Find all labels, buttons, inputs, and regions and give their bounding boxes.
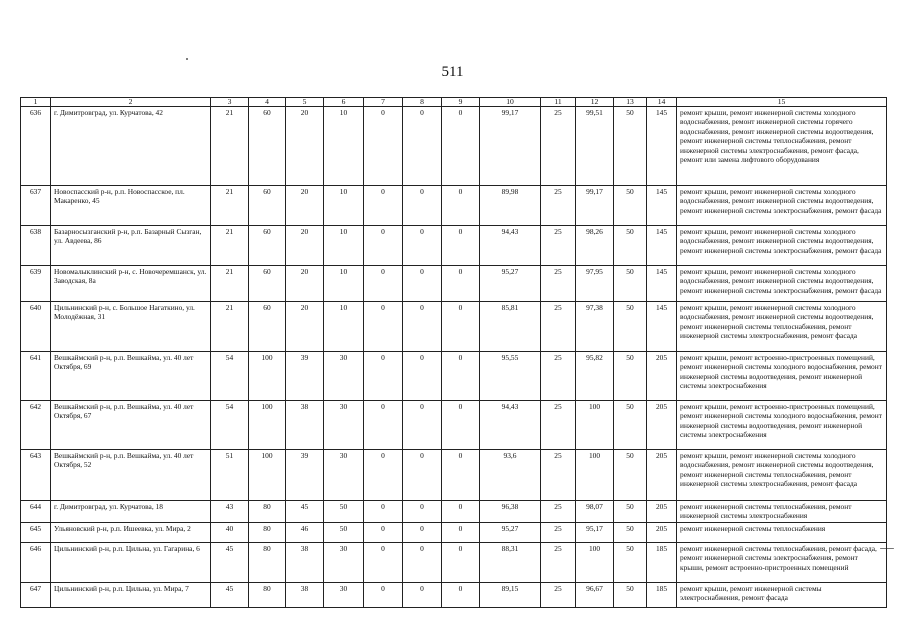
page-number: 511	[441, 64, 464, 80]
col-13: 50	[614, 266, 647, 302]
col-7: 0	[364, 501, 403, 523]
table-row	[21, 352, 887, 401]
col-9: 0	[442, 266, 480, 302]
col-5: 38	[286, 543, 324, 583]
col-header: 10	[480, 98, 541, 107]
col-11: 25	[541, 401, 576, 450]
col-14: 205	[647, 523, 677, 543]
col-10: 95,27	[480, 523, 541, 543]
col-13: 50	[614, 583, 647, 608]
col-6: 10	[324, 266, 364, 302]
col-3: 45	[211, 543, 249, 583]
col-6: 30	[324, 450, 364, 501]
repair-works: ремонт инженерной системы теплоснабжения, ремонт инженерной системы электроснабжения	[677, 501, 887, 523]
col-7: 0	[364, 186, 403, 226]
address: Базарносызганский р-н, р.п. Базарный Сызган, ул. Авдеева, 86	[51, 226, 211, 266]
col-4: 60	[249, 302, 286, 352]
col-10: 95,27	[480, 266, 541, 302]
address: Вешкаймский р-н, р.п. Вешкайма, ул. 40 лет Октября, 69	[51, 352, 211, 401]
row-number: 643	[21, 450, 51, 501]
col-12: 98,26	[576, 226, 614, 266]
col-3: 54	[211, 352, 249, 401]
col-4: 60	[249, 107, 286, 186]
col-14: 145	[647, 266, 677, 302]
repair-works: ремонт крыши, ремонт инженерной системы холодного водоснабжения, ремонт инженерной системы водоотведения, ремонт инженерной системы теплоснабжения, ремонт инженерной системы электроснабжения, ремонт фасада	[677, 302, 887, 352]
col-12: 100	[576, 450, 614, 501]
table-row	[21, 523, 887, 543]
col-12: 95,82	[576, 352, 614, 401]
col-4: 100	[249, 352, 286, 401]
repair-works: ремонт инженерной системы теплоснабжения	[677, 523, 887, 543]
col-11: 25	[541, 543, 576, 583]
col-header: 15	[677, 98, 887, 107]
col-header: 5	[286, 98, 324, 107]
col-10: 95,55	[480, 352, 541, 401]
repair-works: ремонт крыши, ремонт инженерной системы электроснабжения, ремонт фасада	[677, 583, 887, 608]
col-13: 50	[614, 523, 647, 543]
col-header: 14	[647, 98, 677, 107]
col-12: 100	[576, 543, 614, 583]
col-6: 30	[324, 543, 364, 583]
col-9: 0	[442, 352, 480, 401]
col-3: 54	[211, 401, 249, 450]
repair-works: ремонт крыши, ремонт встроенно-пристроенных помещений, ремонт инженерной системы холодного водоснабжения, ремонт инженерной системы водоотведения, ремонт инженерной системы электроснабжения	[677, 352, 887, 401]
col-header: 6	[324, 98, 364, 107]
table-row	[21, 226, 887, 266]
col-11: 25	[541, 266, 576, 302]
col-9: 0	[442, 450, 480, 501]
col-13: 50	[614, 107, 647, 186]
col-11: 25	[541, 186, 576, 226]
col-9: 0	[442, 583, 480, 608]
col-10: 88,31	[480, 543, 541, 583]
col-3: 45	[211, 583, 249, 608]
col-8: 0	[403, 501, 442, 523]
col-8: 0	[403, 186, 442, 226]
col-3: 21	[211, 266, 249, 302]
col-11: 25	[541, 450, 576, 501]
table-body	[21, 98, 887, 608]
repair-table	[20, 97, 887, 608]
col-6: 10	[324, 107, 364, 186]
col-10: 96,38	[480, 501, 541, 523]
col-5: 20	[286, 186, 324, 226]
col-3: 43	[211, 501, 249, 523]
col-10: 89,98	[480, 186, 541, 226]
col-10: 94,43	[480, 401, 541, 450]
col-9: 0	[442, 543, 480, 583]
col-14: 205	[647, 501, 677, 523]
repair-works: ремонт крыши, ремонт инженерной системы холодного водоснабжения, ремонт инженерной системы водоотведения, ремонт инженерной системы электроснабжения, ремонт фасада	[677, 226, 887, 266]
col-13: 50	[614, 302, 647, 352]
col-8: 0	[403, 543, 442, 583]
col-4: 80	[249, 583, 286, 608]
col-12: 100	[576, 401, 614, 450]
col-8: 0	[403, 266, 442, 302]
col-7: 0	[364, 352, 403, 401]
col-11: 25	[541, 583, 576, 608]
col-12: 99,51	[576, 107, 614, 186]
row-number: 637	[21, 186, 51, 226]
col-12: 96,67	[576, 583, 614, 608]
col-5: 20	[286, 266, 324, 302]
address: Вешкаймский р-н, р.п. Вешкайма, ул. 40 лет Октября, 52	[51, 450, 211, 501]
repair-works: ремонт крыши, ремонт инженерной системы холодного водоснабжения, ремонт инженерной системы горячего водоснабжения, ремонт инженерной системы водоотведения, ремонт инженерной системы теплоснабжения, ремонт инженерной системы электроснабжения, ремонт фасада, ремонт или замена лифтового оборудования	[677, 107, 887, 186]
col-11: 25	[541, 501, 576, 523]
col-5: 39	[286, 450, 324, 501]
col-3: 21	[211, 186, 249, 226]
col-14: 145	[647, 302, 677, 352]
col-9: 0	[442, 302, 480, 352]
col-4: 80	[249, 543, 286, 583]
col-8: 0	[403, 450, 442, 501]
col-13: 50	[614, 352, 647, 401]
table-row	[21, 266, 887, 302]
col-6: 30	[324, 401, 364, 450]
address: Новомалыклинский р-н, с. Новочеремшанск, ул. Заводская, 8а	[51, 266, 211, 302]
repair-works: ремонт крыши, ремонт инженерной системы холодного водоснабжения, ремонт инженерной системы водоотведения, ремонт инженерной системы электроснабжения, ремонт фасада	[677, 186, 887, 226]
col-8: 0	[403, 352, 442, 401]
col-10: 85,81	[480, 302, 541, 352]
address: Цильнинский р-н, р.п. Цильна, ул. Гагарина, 6	[51, 543, 211, 583]
header-row	[21, 98, 887, 107]
col-12: 97,95	[576, 266, 614, 302]
col-12: 98,07	[576, 501, 614, 523]
col-9: 0	[442, 401, 480, 450]
scan-speck	[186, 58, 188, 60]
col-8: 0	[403, 583, 442, 608]
col-10: 89,15	[480, 583, 541, 608]
table-row	[21, 401, 887, 450]
col-5: 20	[286, 226, 324, 266]
col-3: 21	[211, 226, 249, 266]
address: Вешкаймский р-н, р.п. Вешкайма, ул. 40 лет Октября, 67	[51, 401, 211, 450]
col-7: 0	[364, 302, 403, 352]
col-13: 50	[614, 501, 647, 523]
table-row	[21, 186, 887, 226]
col-header: 3	[211, 98, 249, 107]
col-7: 0	[364, 543, 403, 583]
col-5: 20	[286, 107, 324, 186]
col-6: 50	[324, 523, 364, 543]
repair-works: ремонт крыши, ремонт встроенно-пристроенных помещений, ремонт инженерной системы холодного водоснабжения, ремонт инженерной системы водоотведения, ремонт инженерной системы электроснабжения	[677, 401, 887, 450]
col-7: 0	[364, 226, 403, 266]
table-row	[21, 501, 887, 523]
col-4: 80	[249, 501, 286, 523]
row-number: 647	[21, 583, 51, 608]
col-8: 0	[403, 107, 442, 186]
table-row	[21, 450, 887, 501]
col-header: 1	[21, 98, 51, 107]
repair-works: ремонт инженерной системы теплоснабжения, ремонт фасада, ремонт инженерной системы электроснабжения, ремонт крыши, ремонт встроенно-пристроенных помещений	[677, 543, 887, 583]
row-number: 644	[21, 501, 51, 523]
col-5: 46	[286, 523, 324, 543]
col-header: 12	[576, 98, 614, 107]
col-10: 99,17	[480, 107, 541, 186]
col-4: 100	[249, 450, 286, 501]
row-number: 641	[21, 352, 51, 401]
repair-works: ремонт крыши, ремонт инженерной системы холодного водоснабжения, ремонт инженерной системы водоотведения, ремонт инженерной системы электроснабжения, ремонт фасада	[677, 266, 887, 302]
col-6: 30	[324, 352, 364, 401]
col-7: 0	[364, 450, 403, 501]
col-header: 8	[403, 98, 442, 107]
row-number: 636	[21, 107, 51, 186]
repair-works: ремонт крыши, ремонт инженерной системы холодного водоснабжения, ремонт инженерной системы водоотведения, ремонт инженерной системы теплоснабжения, ремонт инженерной системы электроснабжения, ремонт фасада	[677, 450, 887, 501]
col-3: 51	[211, 450, 249, 501]
table-row	[21, 583, 887, 608]
table-row	[21, 302, 887, 352]
col-12: 95,17	[576, 523, 614, 543]
address: г. Димитровград, ул. Курчатова, 42	[51, 107, 211, 186]
row-number: 645	[21, 523, 51, 543]
address: Новоспасский р-н, р.п. Новоспасское, пл. Макаренко, 45	[51, 186, 211, 226]
col-12: 97,38	[576, 302, 614, 352]
col-12: 99,17	[576, 186, 614, 226]
col-14: 145	[647, 186, 677, 226]
col-9: 0	[442, 501, 480, 523]
col-header: 2	[51, 98, 211, 107]
col-header: 13	[614, 98, 647, 107]
row-number: 639	[21, 266, 51, 302]
col-13: 50	[614, 186, 647, 226]
col-14: 205	[647, 450, 677, 501]
col-5: 20	[286, 302, 324, 352]
col-11: 25	[541, 107, 576, 186]
col-9: 0	[442, 226, 480, 266]
col-5: 38	[286, 401, 324, 450]
col-4: 60	[249, 266, 286, 302]
col-header: 4	[249, 98, 286, 107]
col-8: 0	[403, 401, 442, 450]
col-11: 25	[541, 226, 576, 266]
col-6: 10	[324, 302, 364, 352]
col-13: 50	[614, 226, 647, 266]
col-3: 21	[211, 302, 249, 352]
col-header: 7	[364, 98, 403, 107]
col-14: 205	[647, 401, 677, 450]
col-8: 0	[403, 523, 442, 543]
col-9: 0	[442, 523, 480, 543]
col-4: 60	[249, 226, 286, 266]
col-5: 39	[286, 352, 324, 401]
col-3: 40	[211, 523, 249, 543]
col-11: 25	[541, 523, 576, 543]
col-13: 50	[614, 543, 647, 583]
col-7: 0	[364, 583, 403, 608]
address: Цильнинский р-н, р.п. Цильна, ул. Мира, 7	[51, 583, 211, 608]
col-13: 50	[614, 401, 647, 450]
col-9: 0	[442, 107, 480, 186]
col-11: 25	[541, 302, 576, 352]
address: Ульяновский р-н, р.п. Ишеевка, ул. Мира, 2	[51, 523, 211, 543]
col-header: 11	[541, 98, 576, 107]
col-4: 80	[249, 523, 286, 543]
row-number: 640	[21, 302, 51, 352]
col-7: 0	[364, 107, 403, 186]
table-row	[21, 543, 887, 583]
col-9: 0	[442, 186, 480, 226]
col-14: 205	[647, 352, 677, 401]
col-10: 93,6	[480, 450, 541, 501]
col-14: 145	[647, 226, 677, 266]
col-6: 50	[324, 501, 364, 523]
col-3: 21	[211, 107, 249, 186]
col-header: 9	[442, 98, 480, 107]
row-number: 646	[21, 543, 51, 583]
col-6: 30	[324, 583, 364, 608]
col-11: 25	[541, 352, 576, 401]
col-8: 0	[403, 302, 442, 352]
col-7: 0	[364, 523, 403, 543]
col-8: 0	[403, 226, 442, 266]
col-7: 0	[364, 266, 403, 302]
col-14: 145	[647, 107, 677, 186]
col-10: 94,43	[480, 226, 541, 266]
col-14: 185	[647, 583, 677, 608]
col-5: 45	[286, 501, 324, 523]
row-number: 642	[21, 401, 51, 450]
address: г. Димитровград, ул. Курчатова, 18	[51, 501, 211, 523]
col-13: 50	[614, 450, 647, 501]
row-number: 638	[21, 226, 51, 266]
col-6: 10	[324, 186, 364, 226]
col-5: 38	[286, 583, 324, 608]
address: Цильнинский р-н, с. Большое Нагаткино, ул. Молодёжная, 31	[51, 302, 211, 352]
table-row	[21, 107, 887, 186]
col-4: 60	[249, 186, 286, 226]
col-14: 185	[647, 543, 677, 583]
col-7: 0	[364, 401, 403, 450]
col-6: 10	[324, 226, 364, 266]
col-4: 100	[249, 401, 286, 450]
